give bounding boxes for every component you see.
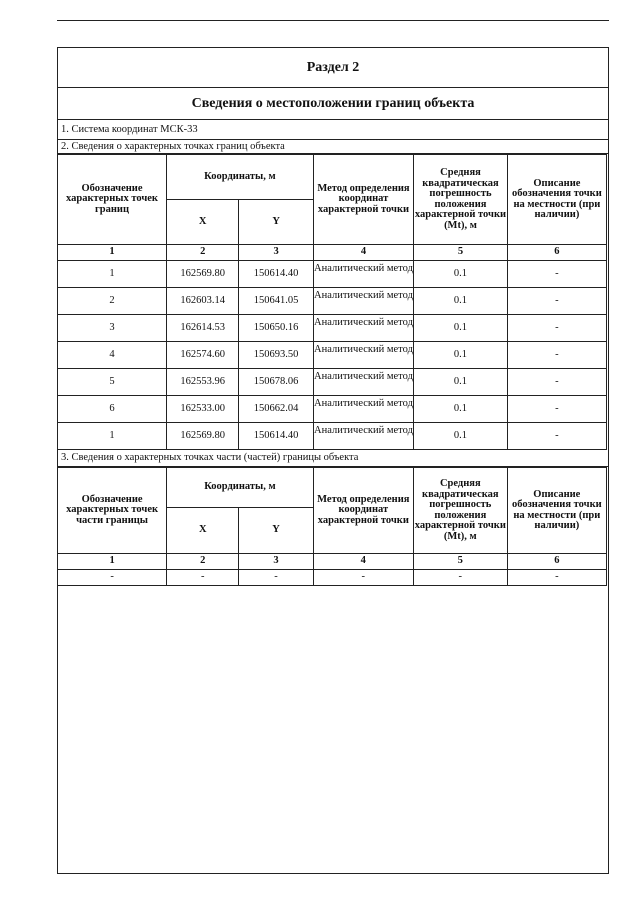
cell-description: - (507, 288, 606, 315)
table-row (58, 315, 607, 342)
cell-point: 6 (58, 396, 167, 423)
table-row (58, 369, 607, 396)
cell-error: - (413, 570, 507, 586)
cell-point: 1 (58, 261, 167, 288)
column-number: 6 (507, 554, 606, 570)
header-designation: Обозначение характерных точек части границы (58, 468, 167, 554)
table-row (58, 342, 607, 369)
header-coordinates: Координаты, м (167, 468, 313, 508)
cell-method: Аналитический метод (313, 369, 413, 396)
cell-y: 150614.40 (239, 423, 313, 450)
cell-description: - (507, 423, 606, 450)
cell-point: 3 (58, 315, 167, 342)
column-number: 5 (413, 554, 507, 570)
column-number: 2 (167, 245, 239, 261)
column-number: 3 (239, 245, 313, 261)
table-row (58, 288, 607, 315)
header-description: Описание обозначения точки на местности (при наличии) (507, 468, 606, 554)
part-boundary-table (57, 467, 607, 586)
part-boundary-heading: 3. Сведения о характерных точках части (частей) границы объекта (58, 450, 608, 467)
header-x: X (167, 508, 239, 554)
cell-x: 162574.60 (167, 342, 239, 369)
cell-method: Аналитический метод (313, 288, 413, 315)
cell-description: - (507, 570, 606, 586)
header-x: X (167, 200, 239, 245)
cell-method: Аналитический метод (313, 315, 413, 342)
header-description: Описание обозначения точки на местности (при наличии) (507, 155, 606, 245)
column-number-row (58, 245, 607, 261)
cell-error: 0.1 (414, 369, 508, 396)
cell-point: 1 (58, 423, 167, 450)
section-title: Раздел 2 (58, 48, 608, 88)
header-method: Метод определения координат характерной точки (313, 155, 413, 245)
top-rule (57, 20, 609, 21)
cell-x: 162569.80 (167, 423, 239, 450)
cell-error: 0.1 (414, 423, 508, 450)
cell-x: 162553.96 (167, 369, 239, 396)
column-number: 4 (313, 245, 413, 261)
cell-y: 150693.50 (239, 342, 313, 369)
document-frame (57, 47, 609, 874)
cell-y: 150614.40 (239, 261, 313, 288)
cell-point: 2 (58, 288, 167, 315)
table-row (58, 423, 607, 450)
cell-method: Аналитический метод (313, 342, 413, 369)
column-number: 1 (58, 554, 167, 570)
cell-error: 0.1 (414, 261, 508, 288)
cell-description: - (507, 369, 606, 396)
cell-x: 162533.00 (167, 396, 239, 423)
column-number: 3 (239, 554, 313, 570)
header-error: Средняя квадратическая погрешность положения характерной точки (Mt), м (413, 468, 507, 554)
cell-x: 162569.80 (167, 261, 239, 288)
cell-x: 162603.14 (167, 288, 239, 315)
column-number: 5 (414, 245, 508, 261)
header-error: Средняя квадратическая погрешность положения характерной точки (Mt), м (414, 155, 508, 245)
table-row (58, 261, 607, 288)
cell-method: - (313, 570, 413, 586)
table-row (58, 570, 607, 586)
header-coordinates: Координаты, м (167, 155, 314, 200)
document-title: Сведения о местоположении границ объекта (58, 88, 608, 120)
cell-y: 150650.16 (239, 315, 313, 342)
cell-y: 150641.05 (239, 288, 313, 315)
cell-method: Аналитический метод (313, 261, 413, 288)
cell-point: 4 (58, 342, 167, 369)
column-number-row (58, 554, 607, 570)
cell-method: Аналитический метод (313, 396, 413, 423)
cell-description: - (507, 261, 606, 288)
header-y: Y (239, 200, 313, 245)
column-number: 2 (167, 554, 239, 570)
cell-description: - (507, 396, 606, 423)
column-number: 1 (58, 245, 167, 261)
cell-x: 162614.53 (167, 315, 239, 342)
coordinate-system-line: 1. Система координат МСК-33 (58, 120, 608, 140)
table-row (58, 396, 607, 423)
cell-y: 150662.04 (239, 396, 313, 423)
cell-point: 5 (58, 369, 167, 396)
header-designation: Обозначение характерных точек границ (58, 155, 167, 245)
cell-description: - (507, 342, 606, 369)
header-y: Y (239, 508, 313, 554)
cell-error: 0.1 (414, 315, 508, 342)
cell-x: - (167, 570, 239, 586)
cell-error: 0.1 (414, 396, 508, 423)
cell-description: - (507, 315, 606, 342)
column-number: 4 (313, 554, 413, 570)
header-method: Метод определения координат характерной точки (313, 468, 413, 554)
cell-error: 0.1 (414, 288, 508, 315)
cell-y: - (239, 570, 313, 586)
cell-y: 150678.06 (239, 369, 313, 396)
cell-error: 0.1 (414, 342, 508, 369)
boundary-points-heading: 2. Сведения о характерных точках границ объекта (58, 140, 608, 154)
cell-method: Аналитический метод (313, 423, 413, 450)
cell-point: - (58, 570, 167, 586)
column-number: 6 (507, 245, 606, 261)
boundary-points-table (57, 154, 607, 450)
